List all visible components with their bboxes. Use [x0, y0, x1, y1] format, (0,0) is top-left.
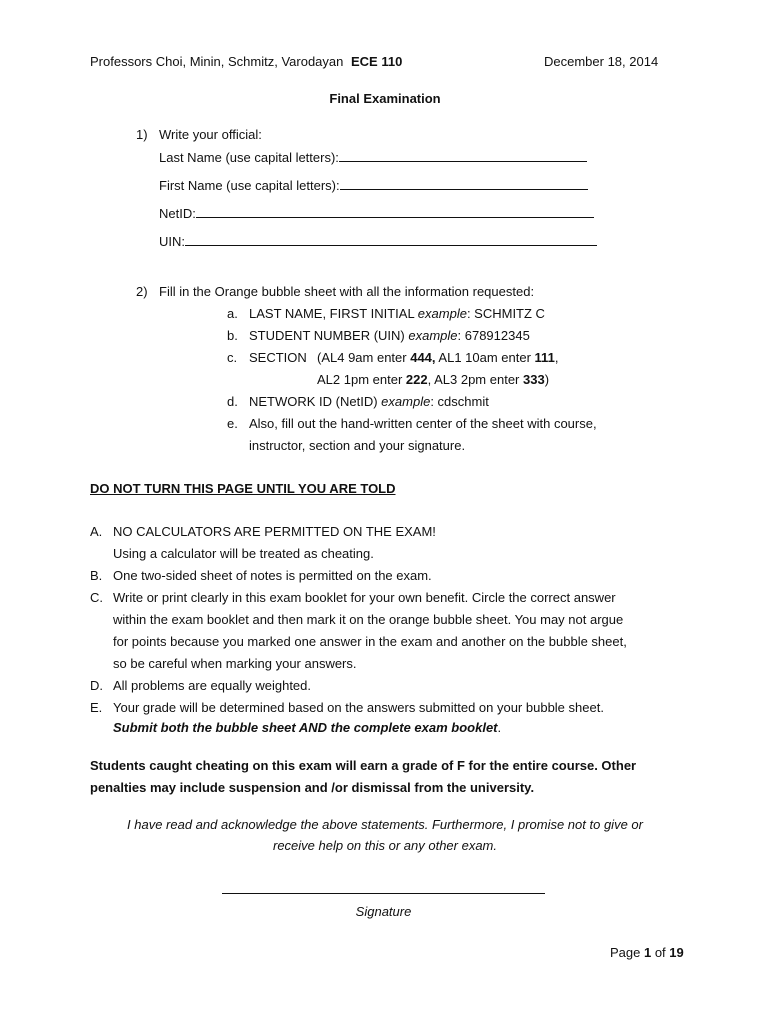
cheating-notice-line-2: penalties may include suspension and /or dismissal from the university. [90, 780, 535, 795]
signature-label: Signature [355, 904, 412, 919]
q2-item-b [249, 328, 530, 343]
q2-item-e-line-1: Also, fill out the hand-written center of the sheet with course, [249, 416, 597, 431]
q2-item-letter: e. [227, 416, 238, 431]
page-number [610, 945, 684, 960]
example-value: : 678912345 [457, 328, 530, 343]
last-name-label: Last Name (use capital letters): [159, 150, 339, 165]
acknowledge-line-1: I have read and acknowledge the above statements. Furthermore, I promise not to give or [127, 817, 643, 832]
submit-instruction: Submit both the bubble sheet AND the complete exam booklet [113, 720, 498, 735]
section-label: SECTION [249, 350, 307, 365]
rule-c-line-3: for points because you marked one answer in the exam and another on the bubble sheet, [113, 634, 627, 649]
first-name-label: First Name (use capital letters): [159, 178, 340, 193]
section-code: 333 [523, 372, 545, 387]
section-text: ) [544, 372, 550, 387]
netid-blank[interactable] [196, 205, 594, 218]
q1-label: Write your official: [159, 127, 262, 142]
section-text: , AL3 2pm enter [427, 372, 523, 387]
example-label: example [408, 328, 458, 343]
do-not-turn-warning: DO NOT TURN THIS PAGE UNTIL YOU ARE TOLD [90, 481, 396, 496]
first-name-field[interactable] [159, 177, 588, 193]
q2-item-letter: b. [227, 328, 238, 343]
item-text: LAST NAME, FIRST INITIAL [249, 306, 418, 321]
q2-item-letter: c. [227, 350, 238, 365]
section-line-2 [317, 372, 549, 387]
rule-a-line-2: Using a calculator will be treated as cheating. [113, 546, 374, 561]
course-code: ECE 110 [351, 54, 403, 69]
rule-letter: E. [90, 700, 103, 715]
q2-item-d [249, 394, 489, 409]
header-left [90, 54, 402, 69]
rule-b-line-1: One two-sided sheet of notes is permitted on the exam. [113, 568, 432, 583]
total-pages: 19 [669, 945, 684, 960]
current-page: 1 [643, 945, 652, 960]
section-text: (AL4 9am enter [317, 350, 411, 365]
rule-e-line-1: Your grade will be determined based on the answers submitted on your bubble sheet. [113, 700, 604, 715]
section-text: , [554, 350, 559, 365]
uin-field[interactable] [159, 233, 597, 249]
example-label: example [417, 306, 467, 321]
last-name-blank[interactable] [339, 149, 587, 162]
item-text: STUDENT NUMBER (UIN) [249, 328, 409, 343]
netid-field[interactable] [159, 205, 594, 221]
uin-label: UIN: [159, 234, 185, 249]
first-name-blank[interactable] [340, 177, 588, 190]
acknowledge-line-2: receive help on this or any other exam. [272, 838, 497, 853]
rule-e-line-2 [113, 720, 501, 735]
q2-item-letter: a. [227, 306, 238, 321]
signature-line[interactable] [222, 893, 545, 894]
section-text: AL1 10am enter [435, 350, 535, 365]
professors-text: Professors Choi, Minin, Schmitz, Varodayan [90, 54, 344, 69]
q2-item-letter: d. [227, 394, 238, 409]
item-text: NETWORK ID (NetID) [249, 394, 382, 409]
section-code: 444, [410, 350, 436, 365]
page-title: Final Examination [329, 91, 441, 106]
rule-c-line-1: Write or print clearly in this exam booklet for your own benefit. Circle the correct answer [113, 590, 616, 605]
last-name-field[interactable] [159, 149, 587, 165]
rule-letter: C. [90, 590, 103, 605]
netid-label: NetID: [159, 206, 196, 221]
section-line-1 [317, 350, 558, 365]
rule-c-line-2: within the exam booklet and then mark it on the orange bubble sheet. You may not argue [113, 612, 624, 627]
page-of: of [651, 945, 670, 960]
q2-label: Fill in the Orange bubble sheet with all the information requested: [159, 284, 535, 299]
rule-letter: B. [90, 568, 103, 583]
page-prefix: Page [610, 945, 644, 960]
rule-letter: A. [90, 524, 103, 539]
rule-c-line-4: so be careful when marking your answers. [113, 656, 357, 671]
cheating-notice-line-1: Students caught cheating on this exam will earn a grade of F for the entire course. Other [90, 758, 637, 773]
q1-number: 1) [136, 127, 148, 142]
example-value: : cdschmit [430, 394, 489, 409]
punctuation: . [497, 720, 502, 735]
example-label: example [381, 394, 431, 409]
rule-a-line-1: NO CALCULATORS ARE PERMITTED ON THE EXAM! [113, 524, 436, 539]
example-value: : SCHMITZ C [466, 306, 545, 321]
rule-d-line-1: All problems are equally weighted. [113, 678, 311, 693]
uin-blank[interactable] [185, 233, 597, 246]
exam-date: December 18, 2014 [544, 54, 659, 69]
section-code: 222 [405, 372, 428, 387]
section-text: AL2 1pm enter [317, 372, 406, 387]
q2-number: 2) [136, 284, 148, 299]
q2-item-a [249, 306, 545, 321]
rule-letter: D. [90, 678, 103, 693]
section-code: 111 [534, 350, 555, 365]
q2-item-e-line-2: instructor, section and your signature. [249, 438, 466, 453]
